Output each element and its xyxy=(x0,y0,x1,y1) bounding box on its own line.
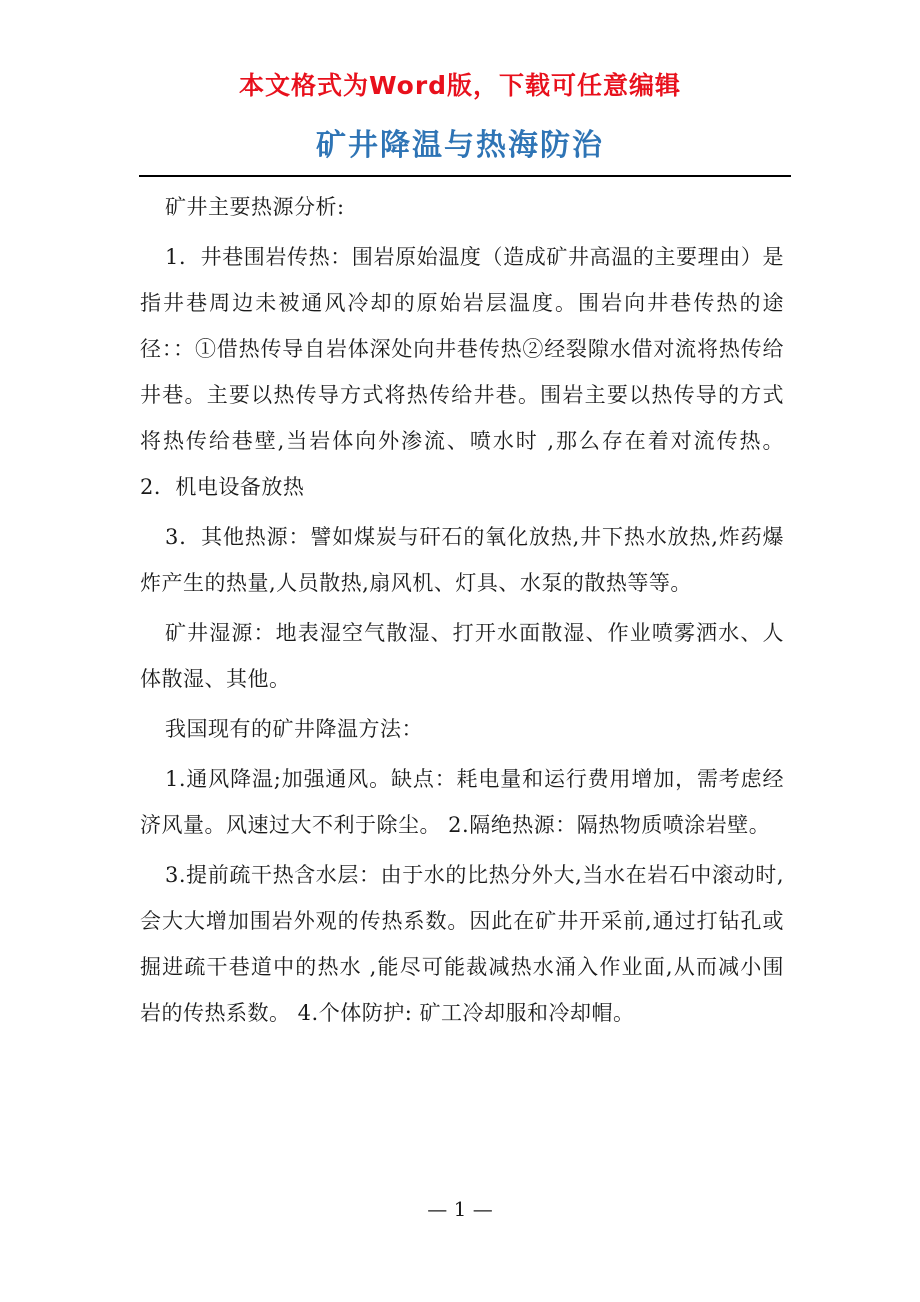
paragraph-cooling-methods-heading: 我国现有的矿井降温方法： xyxy=(165,717,423,741)
paragraph-humidity-sources: 矿井湿源：地表湿空气散湿、打开水面散湿、作业喷雾洒水、人体散湿、其他。 xyxy=(140,621,784,691)
paragraph-ventilation-cooling: 1.通风降温;加强通风。缺点：耗电量和运行费用增加，需考虑经济风量。风速过大不利于除尘。 2.隔绝热源：隔热物质喷涂岩壁。 xyxy=(140,767,784,837)
paragraph-drainage-protection: 3.提前疏干热含水层：由于水的比热分外大,当水在岩石中滚动时,会大大增加围岩外观的传热系数。因此在矿井开采前,通过打钻孔或掘进疏干巷道中的热水 ,能尽可能裁减热水涌入作业面,从而减小围岩的传热系数。 4.个体防护: 矿工冷却服和冷却帽。 xyxy=(140,863,784,1025)
paragraph-heat-sources: 矿井主要热源分析: xyxy=(165,195,345,219)
paragraph-other-heat-sources: 3．其他热源：譬如煤炭与矸石的氧化放热,井下热水放热,炸药爆炸产生的热量,人员散热,扇风机、灯具、水泵的散热等等。 xyxy=(140,525,784,595)
document-body xyxy=(140,184,784,1040)
document-title: 矿井降温与热海防治 xyxy=(316,128,604,163)
title-divider xyxy=(139,175,791,177)
paragraph-rock-heat-transfer: 1．井巷围岩传热：围岩原始温度（造成矿井高温的主要理由）是指井巷周边未被通风冷却的原始岩层温度。围岩向井巷传热的途径：：①借热传导自岩体深处向井巷传热②经裂隙水借对流将热传给井巷。主要以热传导方式将热传给井巷。围岩主要以热传导的方式将热传给巷壁,当岩体向外渗流、喷水时 ,那么存在着对流传热。 2．机电设备放热 xyxy=(140,245,784,499)
format-notice: 本文格式为Word版，下载可任意编辑 xyxy=(238,71,682,100)
page-number: — 1 — xyxy=(427,1197,493,1221)
